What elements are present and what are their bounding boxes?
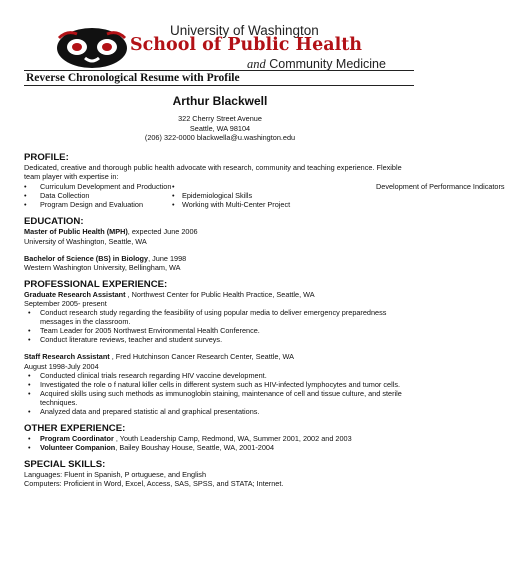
education-school: Western Washington University, Bellingham, WA <box>24 262 181 272</box>
skill-item: Development of Performance Indicators <box>376 182 505 192</box>
university-name: University of Washington <box>170 23 319 38</box>
job-dates: August 1998-July 2004 <box>24 361 99 371</box>
professional-heading: PROFESSIONAL EXPERIENCE: <box>24 278 168 290</box>
list-item: • Acquired skills using such methods as immunoglobin staining, maintenance of cell and tissue culture, and sterile techniques. <box>24 389 419 407</box>
job-title-line: Staff Research Assistant , Fred Hutchinson Cancer Research Center, Seattle, WA <box>24 352 294 362</box>
computers-line: Computers: Proficient in Word, Excel, Access, SAS, SPSS, and STATA; Internet. <box>24 479 284 489</box>
list-item: • Analyzed data and prepared statistic al and graphical presentations. <box>24 407 419 416</box>
address-line-2: Seattle, WA 98104 <box>189 123 251 133</box>
list-item: • Conducted clinical trials research regarding HIV vaccine development. <box>24 371 419 380</box>
other-experience-heading: OTHER EXPERIENCE: <box>24 423 126 435</box>
skill-item: Program Design and Evaluation <box>40 200 144 210</box>
document-title: Reverse Chronological Resume with Profile <box>26 72 240 84</box>
job-bullets <box>24 371 419 416</box>
profile-heading: PROFILE: <box>24 152 69 163</box>
profile-text: Dedicated, creative and thorough public health advocate with research, community and teaching experience. Flexible team player with expertise in: <box>24 163 402 182</box>
list-item: • Conduct literature reviews, teacher and student surveys. <box>24 335 419 344</box>
skill-item: Working with Multi-Center Project <box>182 200 291 210</box>
list-item: • Program Coordinator , Youth Leadership Camp, Redmond, WA, Summer 2001, 2002 and 2003 <box>24 434 419 443</box>
special-skills-heading: SPECIAL SKILLS: <box>24 459 106 471</box>
school-name: School of Public Health <box>130 35 363 55</box>
education-entry: Bachelor of Science (BS) in Biology, June 1998 <box>24 253 187 263</box>
document-title-bar <box>24 70 414 86</box>
community-medicine: and Community Medicine <box>247 57 386 71</box>
other-experience-list <box>24 434 419 452</box>
list-item: • Investigated the role o f natural killer cells in different system such as HIV-infected lymphocytes and tumor cells. <box>24 380 419 389</box>
job-dates: September 2005- present <box>24 298 107 308</box>
letterhead <box>50 22 400 72</box>
education-entry: Master of Public Health (MPH), expected June 2006 <box>24 227 198 237</box>
skill-item: Data Collection <box>40 191 90 201</box>
job-title-line: Graduate Research Assistant , Northwest Center for Public Health Practice, Seattle, WA <box>24 289 315 299</box>
list-item: • Team Leader for 2005 Northwest Environmental Health Conference. <box>24 326 419 335</box>
job-bullets <box>24 308 419 344</box>
languages-line: Languages: Fluent in Spanish, P ortuguese, and English <box>24 470 207 480</box>
profile-skills-grid: • Curriculum Development and Production • Development of Performance Indicators • Data Collection • Epidemiological Skills • Program Design and Evaluation • Working with Multi-Center Project <box>24 182 505 210</box>
address-line-1: 322 Cherry Street Avenue <box>178 114 262 123</box>
phone-email: (206) 322-0000 blackwella@u.washington.edu <box>144 133 296 143</box>
education-heading: EDUCATION: <box>24 216 84 228</box>
tribal-logo-icon <box>55 26 129 70</box>
list-item: • Volunteer Companion, Bailey Boushay House, Seattle, WA, 2001-2004 <box>24 443 419 452</box>
skill-item: Epidemiological Skills <box>182 191 253 201</box>
resume-body <box>24 152 505 489</box>
education-school: University of Washington, Seattle, WA <box>24 236 147 246</box>
contact-block <box>0 114 440 143</box>
list-item: • Conduct research study regarding the feasibility of using popular media to deliver emergency preparedness messages in the classroom. <box>24 308 419 326</box>
skill-item: Curriculum Development and Production <box>40 182 172 192</box>
person-name: Arthur Blackwell <box>172 94 268 108</box>
